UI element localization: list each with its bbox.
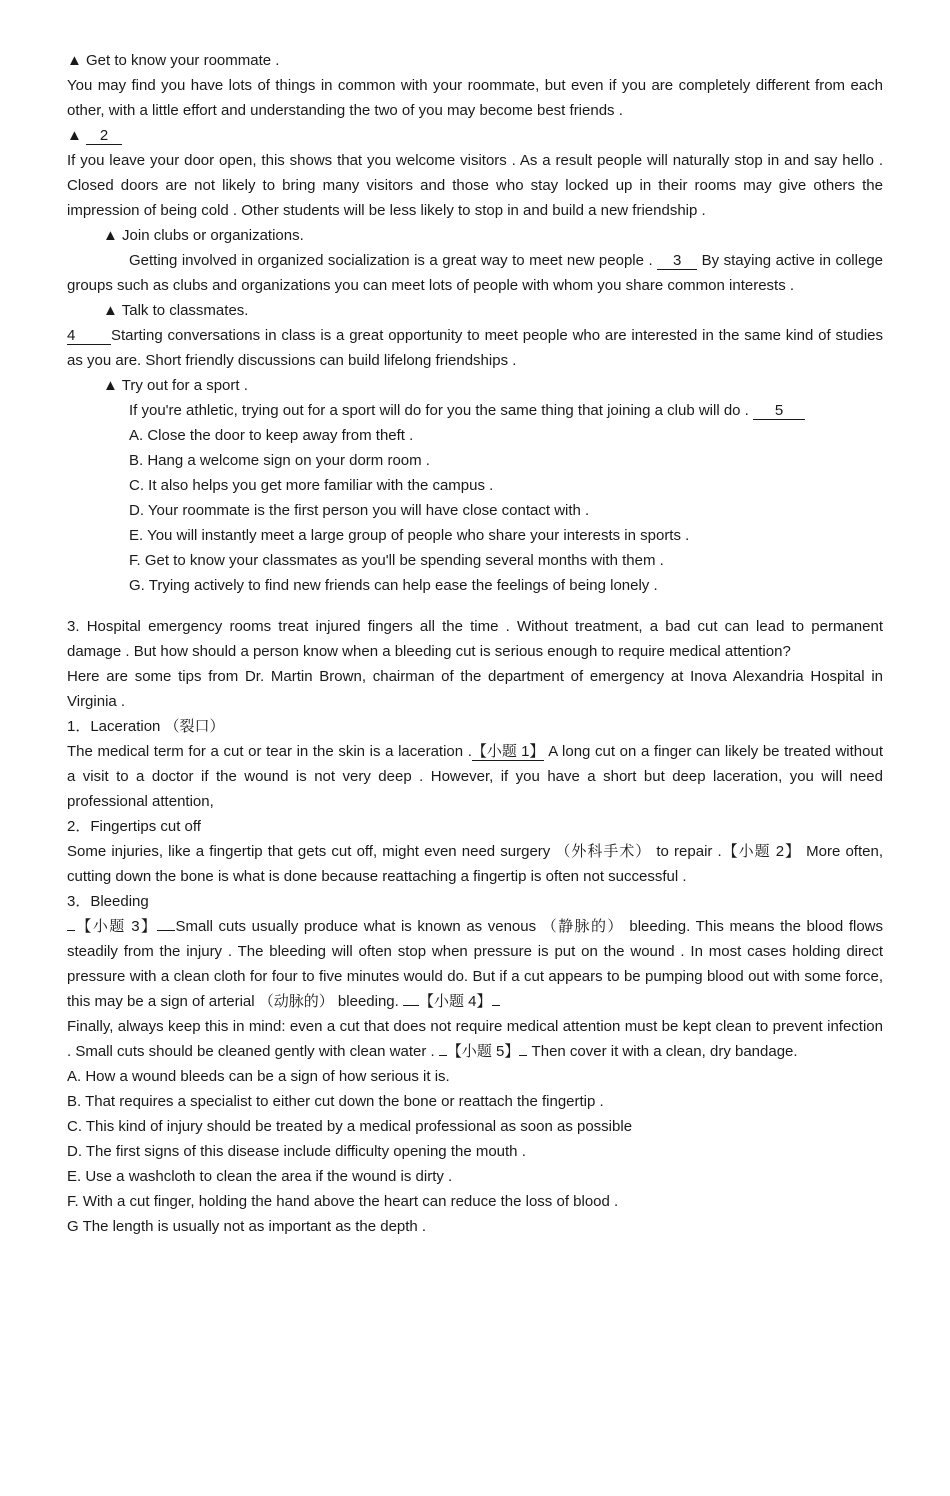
blank-5: 5: [753, 402, 805, 420]
options-list-1: [67, 423, 883, 598]
paragraph-bleeding: 【小题 3】 Small cuts usually produce what is known as venous （静脉的） bleeding. This means the blood flows steadily from the injury . The bleeding will often stop when pressure is put on the wound . In most cases holding direct pressure with a clean cloth for four to five minutes would do. But if a cut appears to be pumping blood out with some force, this may be a sign of arterial （动脉的） bleeding. 【小题 4】: [67, 918, 883, 1010]
blank-4: 4: [67, 327, 111, 345]
blank-q1: 【小题 1】: [471, 743, 545, 760]
paragraph-roommate: You may find you have lots of things in common with your roommate, but even if you are completely different from each other, with a little effort and understanding the two of you may become best friends .: [67, 77, 883, 119]
marker-q4: 【小题 4】: [418, 993, 492, 1010]
heading-join-clubs: ▲ Join clubs or organizations.: [103, 227, 304, 244]
option-d: D. Your roommate is the first person you will have close contact with .: [129, 502, 590, 519]
option-f: F. Get to know your classmates as you'll be spending several months with them .: [129, 552, 664, 569]
option-g: G The length is usually not as important as the depth .: [67, 1218, 427, 1235]
option-a: A. How a wound bleeds can be a sign of how serious it is.: [67, 1068, 450, 1085]
section-1-title: 1．Laceration （裂口）: [67, 718, 225, 735]
marker-q3: 【小题 3】: [75, 918, 158, 935]
heading-blank-2: ▲ 2: [67, 123, 883, 148]
marker-q5: 【小题 5】: [446, 1043, 520, 1060]
paragraph-classmates: 4 Starting conversations in class is a great opportunity to meet people who are interested in the same kind of studies as you are. Short friendly discussions can build lifelong friendships .: [67, 327, 883, 369]
option-b: B. That requires a specialist to either cut down the bone or reattach the fingertip .: [67, 1093, 604, 1110]
paragraph-sport: If you're athletic, trying out for a sport will do for you the same thing that joining a club will do . 5: [67, 398, 883, 423]
blank-2: 2: [86, 127, 122, 145]
heading-classmates: ▲ Talk to classmates.: [103, 302, 249, 319]
paragraph-fingertips: Some injuries, like a fingertip that gets cut off, might even need surgery （外科手术） to repair .【小题 2】 More often, cutting down the bone is what is done because reattaching a fingertip is often not successful .: [67, 843, 883, 885]
paragraph-open-door: If you leave your door open, this shows that you welcome visitors . As a result people will naturally stop in and say hello . Closed doors are not likely to bring many visitors and those who stay locked up in their rooms may give others the impression of being cold . Other students will be less likely to stop in and build a new friendship .: [67, 152, 883, 219]
heading-sport: ▲ Try out for a sport .: [103, 377, 248, 394]
paragraph-clubs: Getting involved in organized socialization is a great way to meet new people . 3 By staying active in college groups such as clubs and organizations you can meet lots of people with whom you share common interests .: [67, 252, 883, 294]
option-d: D. The first signs of this disease include difficulty opening the mouth .: [67, 1143, 526, 1160]
option-c: C. This kind of injury should be treated by a medical professional as soon as possible: [67, 1118, 633, 1135]
paragraph-tips: Here are some tips from Dr. Martin Brown, chairman of the department of emergency at Inova Alexandria Hospital in Virginia .: [67, 668, 883, 710]
blank-3: 3: [657, 252, 697, 270]
paragraph-laceration: The medical term for a cut or tear in the skin is a laceration .【小题 1】 A long cut on a finger can likely be treated without a visit to a doctor if the wound is not very deep . However, if you have a short but deep laceration, you will need professional attention,: [67, 743, 883, 810]
option-g: G. Trying actively to find new friends can help ease the feelings of being lonely .: [129, 577, 658, 594]
section-2-title: 2．Fingertips cut off: [67, 818, 201, 835]
options-list-2: [67, 1064, 883, 1239]
option-e: E. You will instantly meet a large group of people who share your interests in sports .: [129, 527, 690, 544]
option-b: B. Hang a welcome sign on your dorm room .: [129, 452, 430, 469]
option-f: F. With a cut finger, holding the hand above the heart can reduce the loss of blood .: [67, 1193, 619, 1210]
marker-q2: 【小题 2】: [721, 843, 802, 860]
option-a: A. Close the door to keep away from theft .: [129, 427, 414, 444]
paragraph-intro: 3. Hospital emergency rooms treat injured fingers all the time . Without treatment, a bad cut can lead to permanent damage . But how should a person know when a bleeding cut is serious enough to require medical attention?: [67, 618, 883, 660]
paragraph-finally: Finally, always keep this in mind: even a cut that does not require medical attention must be kept clean to prevent infection . Small cuts should be cleaned gently with clean water . 【小题 5】 Then cover it with a clean, dry bandage.: [67, 1018, 883, 1060]
option-c: C. It also helps you get more familiar with the campus .: [129, 477, 494, 494]
option-e: E. Use a washcloth to clean the area if the wound is dirty .: [67, 1168, 453, 1185]
heading-roommate: ▲ Get to know your roommate .: [67, 52, 280, 69]
section-3-title: 3．Bleeding: [67, 893, 149, 910]
document-page: [67, 48, 883, 1239]
